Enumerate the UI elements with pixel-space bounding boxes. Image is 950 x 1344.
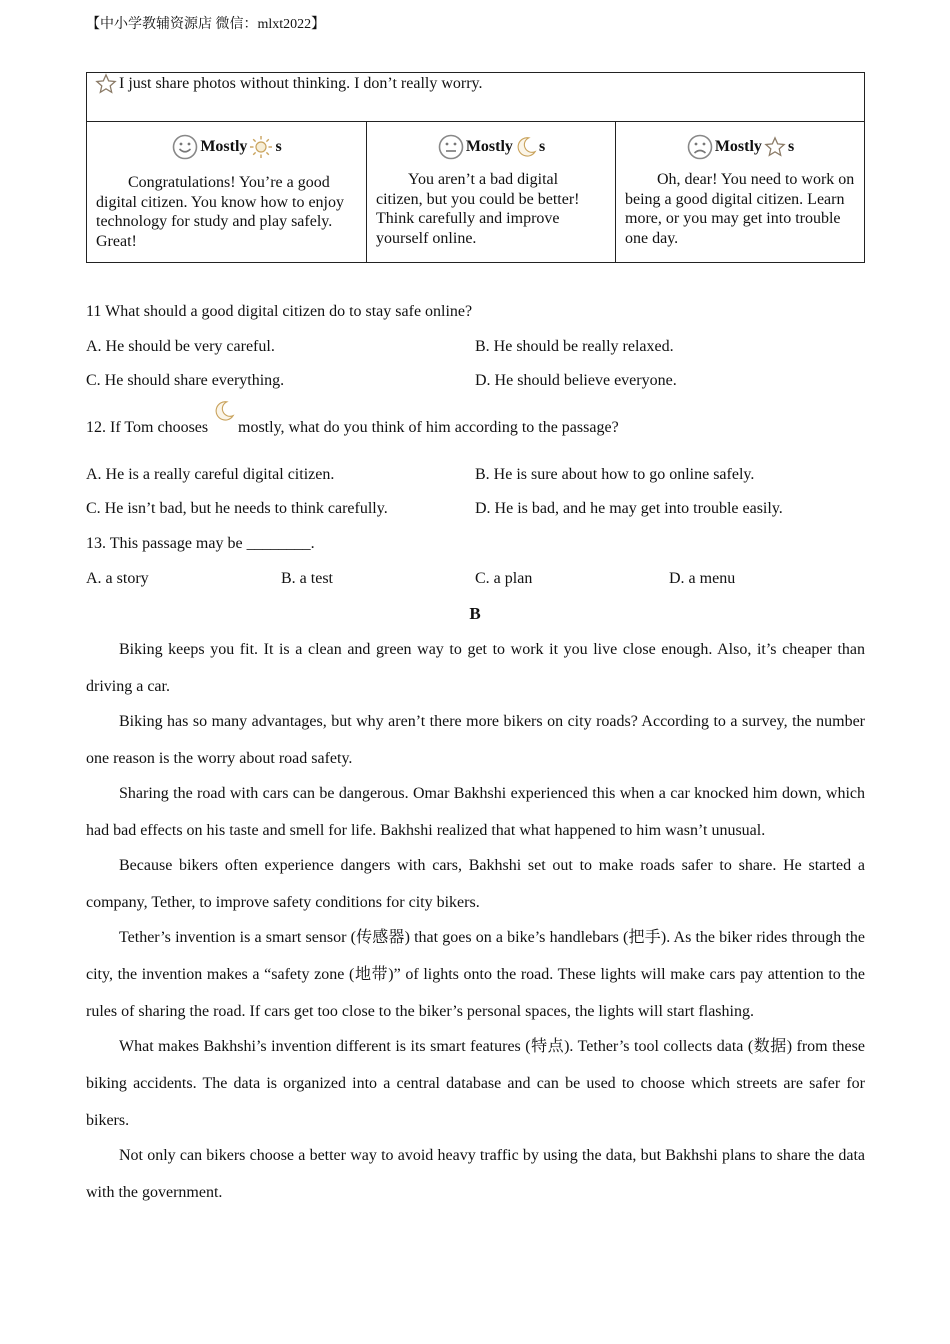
q12-option-b[interactable]: B. He is sure about how to go online safely.: [475, 466, 755, 483]
result-text-star: Oh, dear! You need to work on being a good digital citizen. Learn more, or you may get into trouble one day.: [625, 171, 855, 247]
q11-option-b[interactable]: B. He should be really relaxed.: [475, 338, 674, 355]
moon-icon: [213, 400, 235, 422]
result-cell-moon: [367, 122, 616, 263]
q13-stem: 13. This passage may be ________.: [86, 535, 315, 552]
star-icon: [95, 73, 117, 95]
result-text-sun: Congratulations! You’re a good digital citizen. You know how to enjoy technology for study and play safely. Great!: [96, 174, 344, 250]
table-top-text: I just share photos without thinking. I don’t really worry.: [119, 75, 483, 92]
page-header: 【中小学教辅资源店 微信：mlxt2022】: [86, 17, 326, 32]
q13-option-b[interactable]: B. a test: [281, 570, 333, 587]
sad-face-icon: [687, 134, 713, 160]
passage-paragraph: What makes Bakhshi’s invention different is its smart features (特点). Tether’s tool collects data (数据) from these biking accidents. The data is organized into a central database and can be used to choose which streets are safer for bikers.: [86, 1038, 865, 1129]
moon-icon: [515, 136, 537, 158]
result-table: [86, 72, 865, 263]
mostly-moon-heading: Mostly s: [376, 130, 607, 164]
passage-paragraph: Not only can bikers choose a better way to avoid heavy traffic by using the data, but Bakhshi plans to share the data with the government.: [86, 1147, 865, 1201]
q11-option-c[interactable]: C. He should share everything.: [86, 372, 285, 389]
passage-paragraph: Biking has so many advantages, but why aren’t there more bikers on city roads? According to a survey, the number one reason is the worry about road safety.: [86, 713, 865, 767]
q11-option-a[interactable]: A. He should be very careful.: [86, 338, 275, 355]
result-cell-star: [616, 122, 865, 263]
table-top-cell: [87, 73, 865, 122]
q13-option-c[interactable]: C. a plan: [475, 570, 533, 587]
q12-stem-pre: 12. If Tom chooses: [86, 419, 209, 436]
q12-option-c[interactable]: C. He isn’t bad, but he needs to think carefully.: [86, 500, 388, 517]
q12-stem-post: mostly, what do you think of him according to the passage?: [238, 419, 619, 436]
q12-option-a[interactable]: A. He is a really careful digital citizen.: [86, 466, 335, 483]
mostly-star-heading: Mostly s: [625, 130, 856, 164]
q12-option-d[interactable]: D. He is bad, and he may get into trouble easily.: [475, 500, 783, 517]
passage-paragraph: Biking keeps you fit. It is a clean and green way to get to work it you live close enough. Also, it’s cheaper than driving a car.: [86, 641, 865, 695]
passage-paragraph: Sharing the road with cars can be dangerous. Omar Bakhshi experienced this when a car knocked him down, which had bad effects on his taste and smell for life. Bakhshi realized that what happened to him wasn’t unusual.: [86, 785, 865, 839]
q11-option-d[interactable]: D. He should believe everyone.: [475, 372, 677, 389]
q13-option-a[interactable]: A. a story: [86, 570, 149, 587]
result-cell-sun: [87, 122, 367, 263]
sun-icon: [249, 135, 273, 159]
mostly-sun-heading: Mostly s: [96, 130, 358, 164]
q11-stem: 11 What should a good digital citizen do to stay safe online?: [86, 303, 473, 320]
section-heading-b: B: [469, 604, 481, 623]
result-text-moon: You aren’t a bad digital citizen, but you could be better! Think carefully and improve yourself online.: [376, 171, 580, 247]
passage-paragraph: Because bikers often experience dangers with cars, Bakhshi set out to make roads safer to share. He started a company, Tether, to improve safety conditions for city bikers.: [86, 857, 865, 911]
q13-option-d[interactable]: D. a menu: [669, 570, 736, 587]
neutral-face-icon: [438, 134, 464, 160]
star-icon: [764, 136, 786, 158]
passage-paragraph: Tether’s invention is a smart sensor (传感器) that goes on a bike’s handlebars (把手). As the biker rides through the city, the invention makes a “safety zone (地带)” of lights onto the road. These lights will make cars pay attention to the rules of sharing the road. If cars get too close to the biker’s personal spaces, the lights will start flashing.: [86, 929, 865, 1020]
smile-face-icon: [172, 134, 198, 160]
